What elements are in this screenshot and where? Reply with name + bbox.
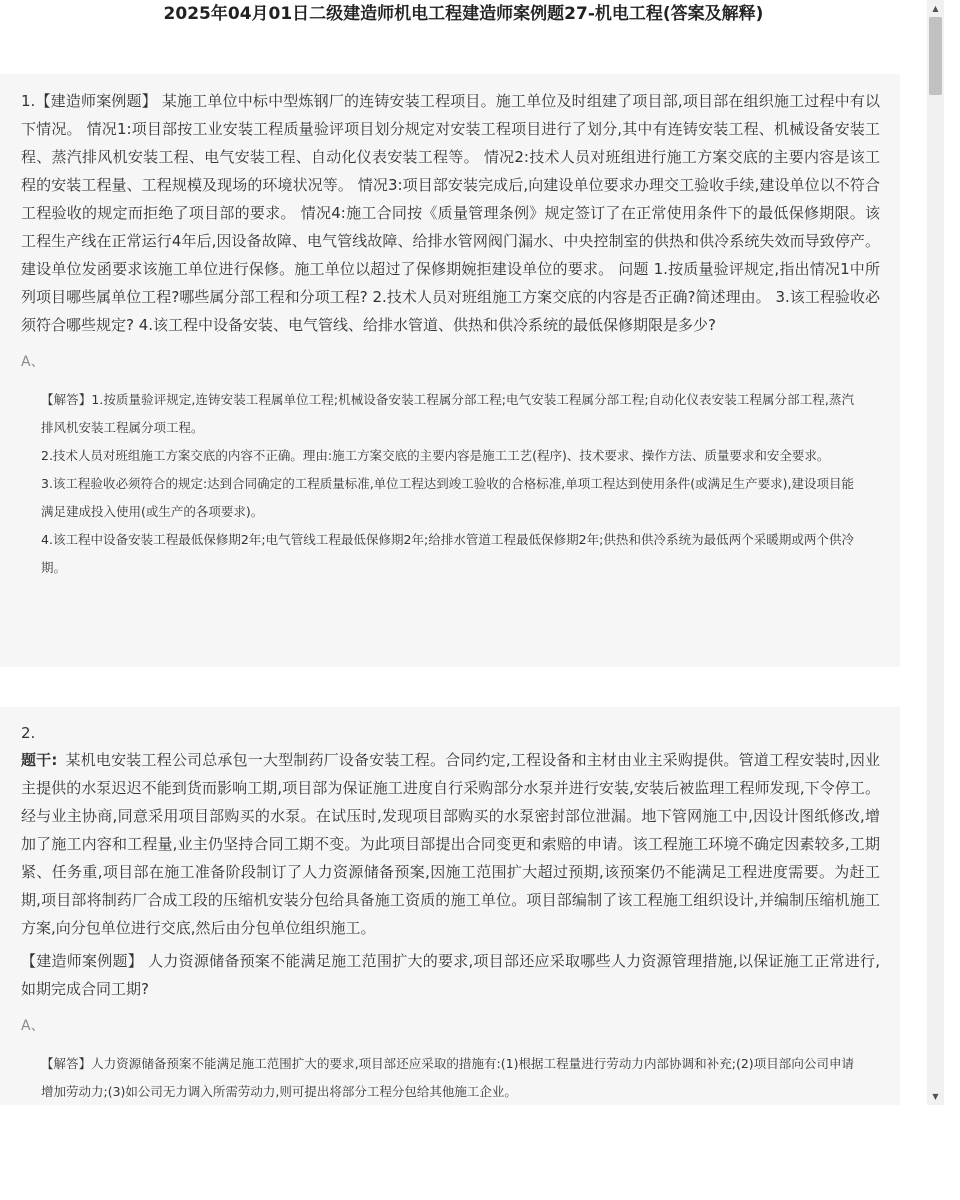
answer-2-line-1: 【解答】人力资源储备预案不能满足施工范围扩大的要求,项目部还应采取的措施有:(1)根据工程量进行劳动力内部协调和补充;(2)项目部向公司申请增加劳动力;(3)如公司无力调入所需劳动力,则可提出将部分工程分包给其他施工企业。 xyxy=(41,1056,854,1099)
question-1-text: 1.【建造师案例题】 某施工单位中标中型炼钢厂的连铸安装工程项目。施工单位及时组建了项目部,项目部在组织施工过程中有以下情况。 情况1:项目部按工业安装工程质量验评项目划分规定对安装工程项目进行了划分,其中有连铸安装工程、机械设备安装工程、蒸汽排风机安装工程、电气安装工程、自动化仪表安装工程等。 情况2:技术人员对班组进行施工方案交底的主要内容是该工程的安装工程量、工程规模及现场的环境状况等。 情况3:项目部安装完成后,向建设单位要求办理交工验收手续,建设单位以不符合工程验收的规定而拒绝了项目部的要求。 情况4:施工合同按《质量管理条例》规定签订了在正常使用条件下的最低保修期限。该工程生产线在正常运行4年后,因设备故障、电气管线故障、给排水管网阀门漏水、中央控制室的供热和供冷系统失效而导致停产。建设单位发函要求该施工单位进行保修。施工单位以超过了保修期婉拒建设单位的要求。 问题 1.按质量验评规定,指出情况1中所列项目哪些属单位工程?哪些属分部工程和分项工程? 2.技术人员对班组施工方案交底的内容是否正确?简述理由。 3.该工程验收必须符合哪些规定? 4.该工程中设备安装、电气管线、给排水管道、供热和供冷系统的最低保修期限是多少? xyxy=(21,92,880,334)
page-title: 2025年04月01日二级建造师机电工程建造师案例题27-机电工程(答案及解释) xyxy=(163,4,764,24)
question-2-stem xyxy=(21,746,880,942)
question-2-number: 2. xyxy=(21,724,36,742)
question-2-text: 【建造师案例题】 人力资源储备预案不能满足施工范围扩大的要求,项目部还应采取哪些人力资源管理措施,以保证施工正常进行,如期完成合同工期? xyxy=(21,952,880,998)
scroll-up-arrow-icon[interactable]: ▲ xyxy=(932,3,939,13)
question-2-answer xyxy=(21,1050,880,1105)
scroll-down-arrow-icon[interactable]: ▼ xyxy=(932,1091,939,1101)
question-2-option-label[interactable]: A、 xyxy=(21,1018,45,1034)
answer-1-line-4: 4.该工程中设备安装工程最低保修期2年;电气管线工程最低保修期2年;给排水管道工程最低保修期2年;供热和供冷系统为最低两个采暖期或两个供冷期。 xyxy=(41,532,854,575)
question-1-answer xyxy=(21,386,880,582)
question-2-stem-label: 题干: xyxy=(21,751,58,769)
vertical-scrollbar[interactable] xyxy=(927,0,944,1105)
question-card-2 xyxy=(0,707,900,1105)
answer-1-line-2: 2.技术人员对班组施工方案交底的内容不正确。理由:施工方案交底的主要内容是施工工艺(程序)、技术要求、操作方法、质量要求和安全要求。 xyxy=(41,448,830,463)
question-2-stem-text: 某机电安装工程公司总承包一大型制药厂设备安装工程。合同约定,工程设备和主材由业主采购提供。管道工程安装时,因业主提供的水泵迟迟不能到货而影响工期,项目部为保证施工进度自行采购部分水泵并进行安装,安装后被监理工程师发现,下令停工。经与业主协商,同意采用项目部购买的水泵。在试压时,发现项目部购买的水泵密封部位泄漏。地下管网施工中,因设计图纸修改,增加了施工内容和工程量,业主仍坚持合同工期不变。为此项目部提出合同变更和索赔的申请。该工程施工环境不确定因素较多,工期紧、任务重,项目部在施工准备阶段制订了人力资源储备预案,因施工范围扩大超过预期,该预案仍不能满足工程进度需要。为赶工期,项目部将制药厂合成工段的压缩机安装分包给具备施工资质的施工单位。项目部编制了该工程施工组织设计,并编制压缩机施工方案,向分包单位进行交底,然后由分包单位组织施工。 xyxy=(21,751,881,937)
scroll-thumb[interactable] xyxy=(929,17,942,95)
question-card-1 xyxy=(0,74,900,667)
answer-1-line-3: 3.该工程验收必须符合的规定:达到合同确定的工程质量标准,单位工程达到竣工验收的合格标准,单项工程达到使用条件(或满足生产要求),建设项目能满足建成投入使用(或生产的各项要求)。 xyxy=(41,476,854,519)
answer-1-line-1: 【解答】1.按质量验评规定,连铸安装工程属单位工程;机械设备安装工程属分部工程;电气安装工程属分部工程;自动化仪表安装工程属分部工程,蒸汽排风机安装工程属分项工程。 xyxy=(41,392,854,435)
question-1-option-label[interactable]: A、 xyxy=(21,354,45,370)
